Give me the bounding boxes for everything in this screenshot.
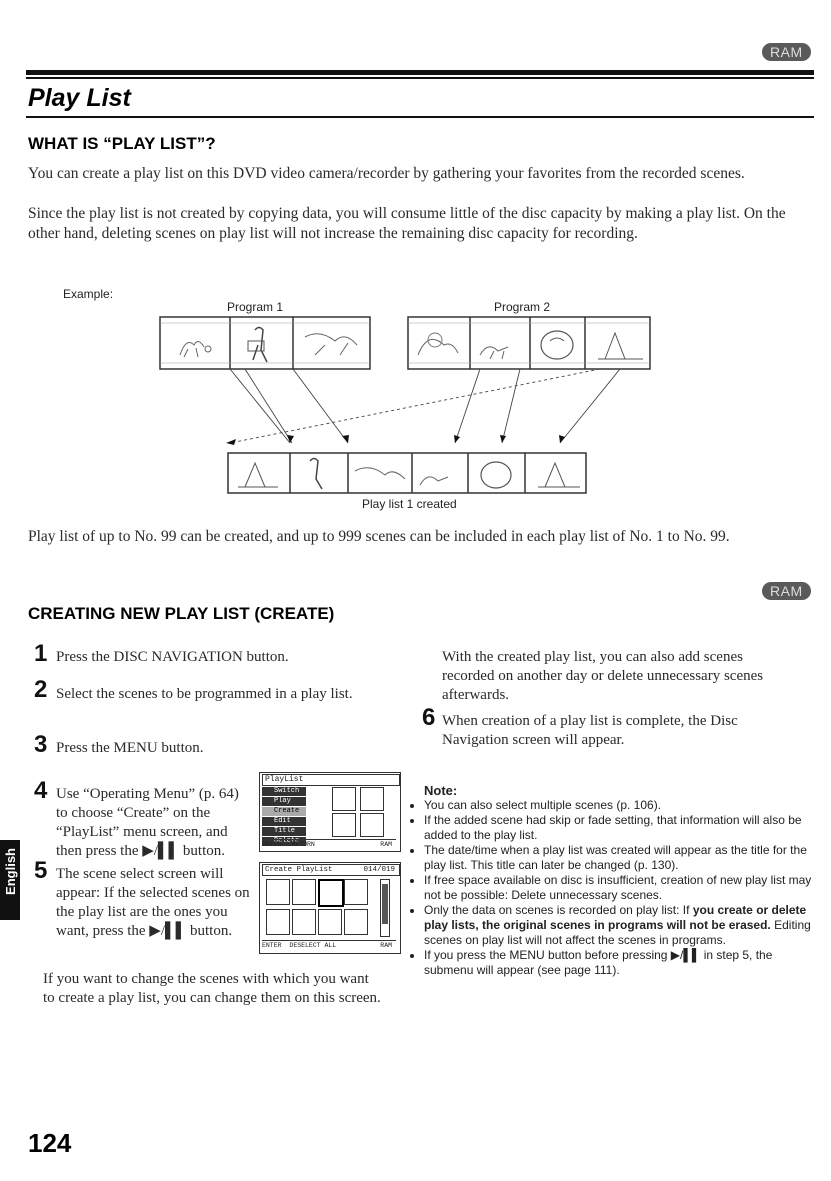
menu-item-switch[interactable]: Switch [262,787,306,796]
playlist-menu-title: PlayList [262,774,400,786]
menu-thumbnail-2 [360,787,384,811]
notes-list [410,798,819,978]
note-after-bold: Editing scenes on play list will not affect the scenes in programs. [424,918,811,947]
step-2-number: 2 [34,676,48,703]
footer-ram-2: RAM [380,942,392,949]
footer-enter-2: ENTER [262,942,282,949]
scene-thumb-6[interactable] [292,909,316,935]
scene-counter: 014/019 [363,866,395,874]
menu-item-edit[interactable]: Edit [262,817,306,826]
scene-thumb-1[interactable] [266,879,290,905]
intro-paragraph-2: Since the play list is not created by copying data, you will consume little of the disc capacity by making a play list. On the other hand, deleting scenes on play list will not increase the remaining disc capacity for recording. [28,205,786,242]
note-title: Note: [424,783,458,798]
note-item: • If free space available on disc is insufficient, creation of new play list may not be possible: Delete unnecessary scenes. [424,873,819,903]
step-5-extra-text: If you want to change the scenes with which you want to create a play list, you can change them on this screen. [43,971,381,1006]
menu-item-delete[interactable]: Delete [262,837,306,846]
connector-arrowheads [226,435,565,445]
step-5-text: The scene select screen will appear: If the selected scenes on the play list are the ones you want, press the ▶/▌▌ button. [56,866,250,939]
step-1-number: 1 [34,640,48,667]
side-tab [0,840,20,920]
scene-thumb-5[interactable] [266,909,290,935]
step-2-text: Select the scenes to be programmed in a play list. [56,686,353,702]
program-1-strip [160,317,370,369]
note-item: • If you press the MENU button before pressing ▶/▌▌ in step 5, the submenu will appear (see page 111). [424,948,819,978]
create-playlist-title-bar [262,864,400,876]
create-playlist-footer [262,940,396,951]
playlist-limit-paragraph: Play list of up to No. 99 can be created, and up to 999 scenes can be included in each play list of No. 1 to No. 99. [28,528,730,545]
step-3-number: 3 [34,731,48,758]
section-heading-what-is: WHAT IS “PLAY LIST”? [28,134,216,153]
playlist-caption: Play list 1 created [362,497,457,511]
step-6-text: When creation of a play list is complete, the Disc Navigation screen will appear. [442,713,738,748]
note-item-text: Only the data on scenes is recorded on play list: If [424,903,690,917]
menu-thumbnail-4 [360,813,384,837]
note-bold-text: you create or delete play lists, the original scenes in programs will not be erased. [424,903,807,932]
program-2-strip [408,317,650,369]
ram-badge-top: RAM [762,43,811,61]
step-6-number: 6 [422,704,436,731]
create-playlist-screen [259,862,401,954]
menu-item-title[interactable]: Title [262,827,306,836]
footer-enter: ENTER [262,841,282,848]
example-label: Example: [63,287,114,301]
menu-thumbnail-1 [332,787,356,811]
scene-thumb-4[interactable] [344,879,368,905]
scrollbar-thumb[interactable] [382,884,388,924]
title-underline [26,116,814,118]
playlist-menu-items [262,787,306,846]
scene-thumb-3[interactable] [318,879,344,907]
step-5-number: 5 [34,857,48,884]
program-2-label: Program 2 [494,300,551,314]
playlist-strip [228,453,586,493]
note-item [424,903,819,948]
create-playlist-title: Create PlayList [265,866,333,874]
program-1-label: Program 1 [227,300,284,314]
step-3-text: Press the MENU button. [56,740,204,756]
note-item: • You can also select multiple scenes (p. 106). [424,798,819,813]
step-4-number: 4 [34,777,48,804]
side-tab-label: English [3,848,18,895]
menu-item-create[interactable]: Create [262,807,306,816]
note-item: • The date/time when a play list was created will appear as the title for the play list. This title can later be changed (p. 130). [424,843,819,873]
top-rule [26,70,814,75]
footer-ram: RAM [380,841,392,848]
page-title: Play List [28,84,131,112]
footer-return: RETURN [291,841,315,848]
playlist-menu-screen [259,772,401,852]
ram-badge-create: RAM [762,582,811,600]
scene-thumb-2[interactable] [292,879,316,905]
playlist-menu-footer [262,839,396,849]
step-4-text: Use “Operating Menu” (p. 64) to choose “Create” on the “PlayList” menu screen, and then press the ▶/▌▌ button. [56,786,239,859]
menu-item-play[interactable]: Play [262,797,306,806]
menu-thumbnail-3 [332,813,356,837]
scrollbar[interactable] [380,879,390,937]
step-1-text: Press the DISC NAVIGATION button. [56,649,289,665]
top-rule-thin [26,77,814,79]
scene-thumb-8[interactable] [344,909,368,935]
footer-deselect-all: DESELECT ALL [289,942,337,949]
connector-lines [230,369,620,443]
page-number: 124 [28,1128,72,1158]
intro-paragraph-1: You can create a play list on this DVD video camera/recorder by gathering your favorites from the recorded scenes. [28,165,745,182]
section-heading-create: CREATING NEW PLAY LIST (CREATE) [28,604,335,623]
playlist-diagram [150,315,660,500]
note-item: • If the added scene had skip or fade setting, that information will also be added to the play list. [424,813,819,843]
right-intro-text: With the created play list, you can also add scenes recorded on another day or delete unnecessary scenes afterwards. [442,649,764,703]
scene-thumb-7[interactable] [318,909,342,935]
